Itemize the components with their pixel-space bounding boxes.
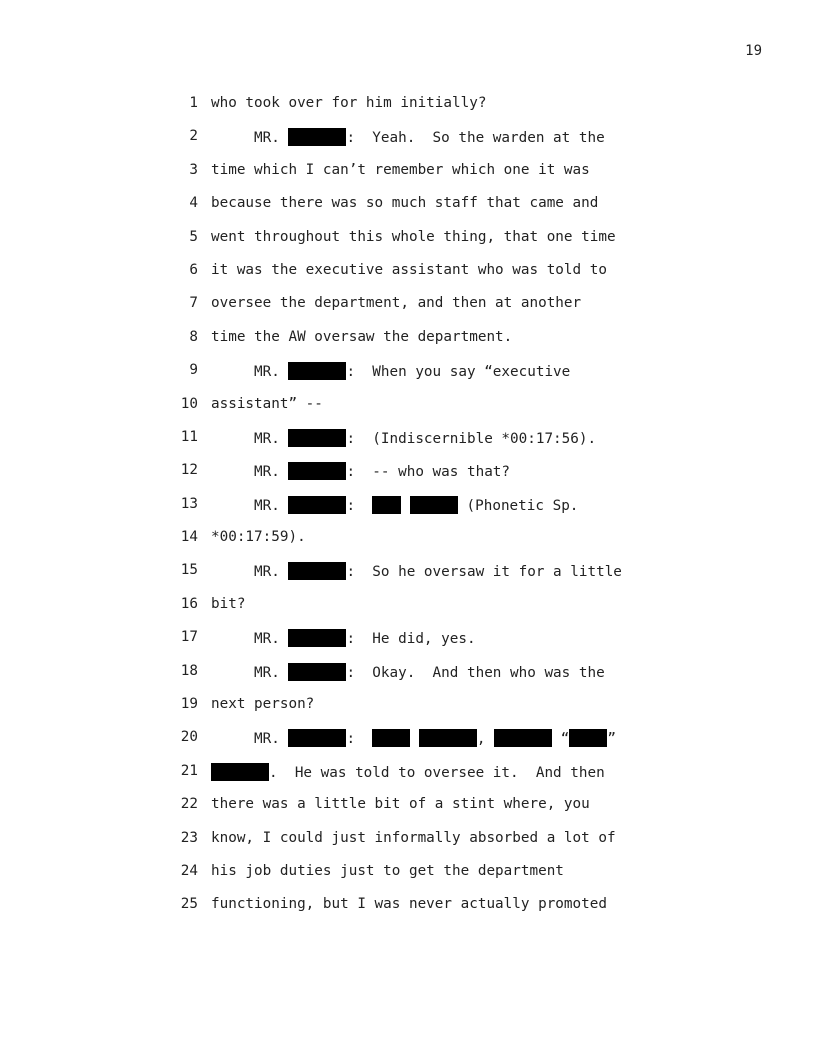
line-number: 14 (180, 529, 198, 546)
speaker-prefix: MR. (211, 430, 289, 447)
redaction-box (288, 629, 346, 647)
line-number: 3 (189, 161, 198, 178)
redaction-box (288, 729, 346, 747)
line-separator: : (346, 731, 373, 748)
transcript-line (0, 425, 816, 458)
line-number: 24 (180, 862, 198, 879)
redaction-box (288, 362, 346, 380)
redaction-box (211, 763, 269, 781)
redaction-box (288, 429, 346, 447)
redaction-box (494, 729, 552, 747)
transcript-line (0, 358, 816, 391)
line-number: 9 (189, 362, 198, 379)
line-number: 16 (180, 595, 198, 612)
speaker-prefix: MR. (211, 664, 289, 681)
transcript-line (0, 325, 816, 358)
redaction-box (288, 496, 346, 514)
line-number: 5 (189, 228, 198, 245)
line-number: 17 (180, 629, 198, 646)
line-separator: , (476, 731, 495, 748)
line-number: 4 (189, 195, 198, 212)
redaction-box (372, 729, 410, 747)
transcript-line (0, 392, 816, 425)
redaction-box (288, 462, 346, 480)
line-text: : So he oversaw it for a little (346, 564, 622, 581)
line-text: next person? (211, 696, 315, 713)
line-number: 12 (180, 462, 198, 479)
line-text: : He did, yes. (346, 631, 476, 648)
redaction-box (288, 663, 346, 681)
redaction-box (410, 496, 458, 514)
close-quote: ” (607, 731, 616, 748)
redaction-box (288, 562, 346, 580)
transcript-line (0, 692, 816, 725)
line-text: time the AW oversaw the department. (211, 328, 513, 345)
line-text: who took over for him initially? (211, 95, 487, 111)
transcript-line (0, 291, 816, 324)
line-number: 20 (180, 729, 198, 746)
transcript-line (0, 759, 816, 792)
transcript-line (0, 91, 816, 124)
line-text: functioning, but I was never actually promoted (211, 896, 607, 913)
transcript-line (0, 458, 816, 491)
transcript-line (0, 558, 816, 591)
speaker-prefix: MR. (211, 497, 289, 514)
speaker-prefix: MR. (211, 364, 289, 381)
line-text: . He was told to oversee it. And then (269, 764, 605, 781)
speaker-prefix: MR. (211, 731, 289, 748)
transcript-line (0, 191, 816, 224)
line-text: his job duties just to get the department (211, 862, 564, 879)
line-number: 15 (180, 562, 198, 579)
line-text: assistant” -- (211, 395, 323, 412)
redaction-box (569, 729, 607, 747)
line-text: : (Indiscernible *00:17:56). (346, 430, 597, 447)
transcript-line (0, 725, 816, 758)
redaction-box (372, 496, 401, 514)
line-number: 19 (180, 696, 198, 713)
transcript-line (0, 826, 816, 859)
line-text: : -- who was that? (346, 464, 511, 481)
transcript-line (0, 859, 816, 892)
line-number: 18 (180, 662, 198, 679)
speaker-prefix: MR. (211, 564, 289, 581)
speaker-prefix: MR. (211, 631, 289, 648)
transcript-line (0, 892, 816, 925)
transcript-line (0, 158, 816, 191)
transcript-line (0, 225, 816, 258)
redaction-box (288, 128, 346, 146)
speaker-prefix: MR. (211, 130, 289, 147)
transcript-lines (0, 91, 816, 926)
transcript-line (0, 592, 816, 625)
line-number: 23 (180, 829, 198, 846)
line-number: 2 (189, 128, 198, 145)
transcript-line (0, 258, 816, 291)
line-text: went throughout this whole thing, that one time (211, 228, 616, 245)
line-text: bit? (211, 595, 246, 612)
speaker-prefix: MR. (211, 464, 289, 481)
line-number: 21 (180, 762, 198, 779)
line-text: because there was so much staff that came and (211, 195, 599, 212)
line-separator: : (346, 497, 373, 514)
page-number: 19 (745, 43, 762, 59)
line-number: 11 (180, 428, 198, 445)
line-number: 25 (180, 896, 198, 913)
open-quote: “ (552, 731, 570, 748)
line-text: *00:17:59). (211, 529, 306, 546)
redaction-box (419, 729, 477, 747)
line-number: 8 (189, 328, 198, 345)
line-text: there was a little bit of a stint where, you (211, 796, 590, 813)
line-number: 7 (189, 295, 198, 312)
line-number: 13 (180, 495, 198, 512)
line-number: 10 (180, 395, 198, 412)
line-number: 1 (189, 95, 198, 111)
line-text: oversee the department, and then at another (211, 295, 582, 312)
line-number: 22 (180, 796, 198, 813)
transcript-line (0, 625, 816, 658)
line-text: time which I can’t remember which one it was (211, 161, 590, 178)
transcript-line (0, 525, 816, 558)
line-text: know, I could just informally absorbed a lot of (211, 829, 616, 846)
line-text: : Yeah. So the warden at the (346, 130, 605, 147)
transcript-line (0, 659, 816, 692)
line-text: : Okay. And then who was the (346, 664, 605, 681)
line-number: 6 (189, 261, 198, 278)
line-text: : When you say “executive (346, 364, 571, 381)
transcript-line (0, 492, 816, 525)
transcript-line (0, 124, 816, 157)
transcript-line (0, 792, 816, 825)
line-text: it was the executive assistant who was told to (211, 261, 607, 278)
line-text: (Phonetic Sp. (457, 497, 579, 514)
